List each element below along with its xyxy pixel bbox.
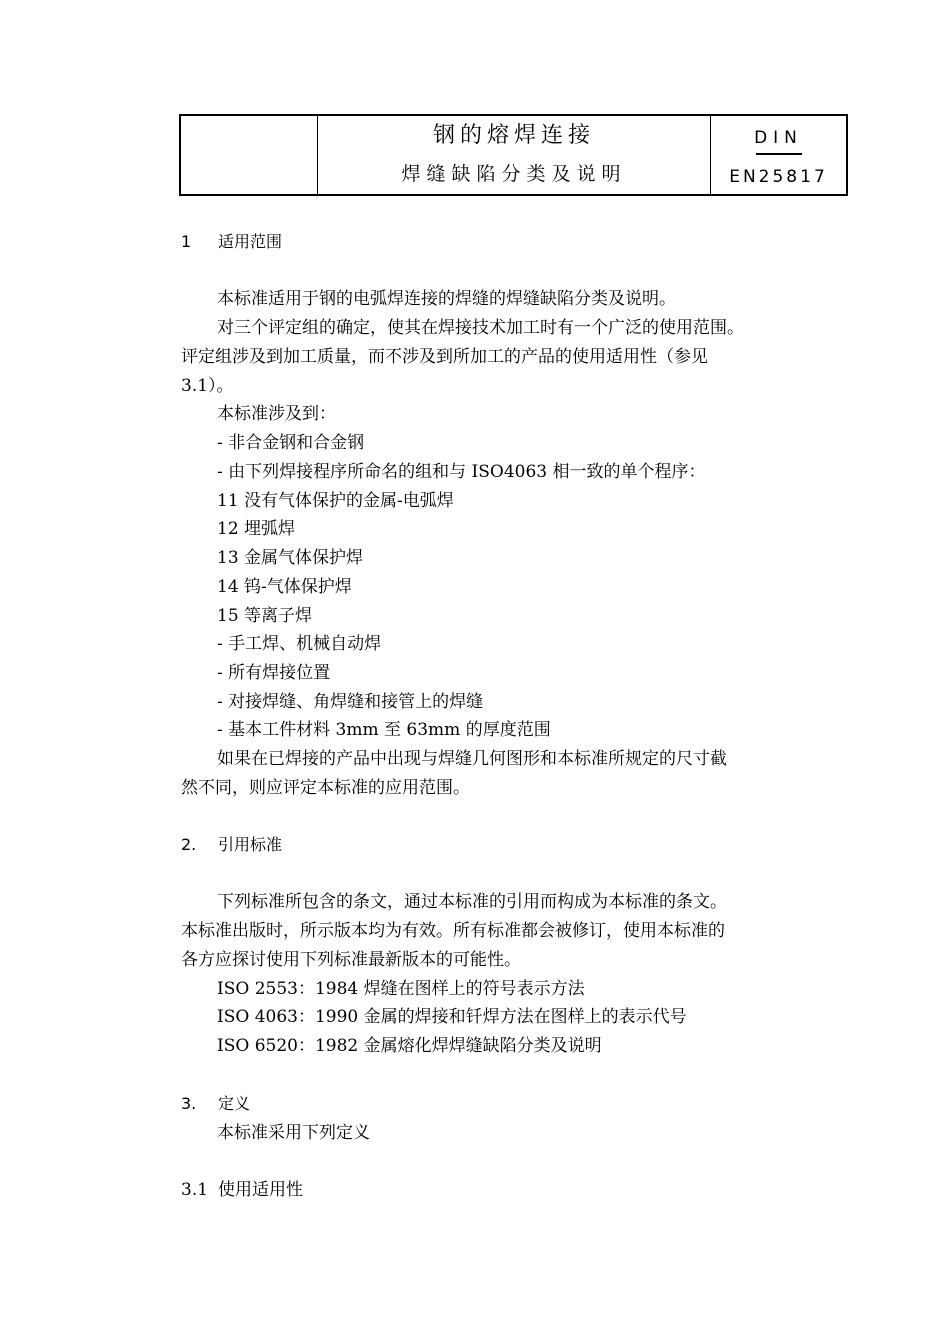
header-standard-cell xyxy=(711,116,846,194)
paragraph-line: 下列标准所包含的条文，通过本标准的引用而构成为本标准的条文。 xyxy=(217,892,727,912)
paragraph-line: 本标准适用于钢的电弧焊连接的焊缝的焊缝缺陷分类及说明。 xyxy=(217,289,676,309)
section-number: 3. xyxy=(181,1094,197,1113)
section-number: 3.1 xyxy=(181,1180,209,1200)
reference-item: ISO 2553：1984 焊缝在图样上的符号表示方法 xyxy=(217,979,585,999)
section-title: 定义 xyxy=(218,1094,251,1113)
list-item: - 手工焊、机械自动焊 xyxy=(217,634,382,654)
section-title: 引用标准 xyxy=(218,835,283,854)
section-title: 适用范围 xyxy=(218,232,283,251)
list-item: - 非合金钢和合金钢 xyxy=(217,433,365,453)
list-item: - 对接焊缝、角焊缝和接管上的焊缝 xyxy=(217,692,484,712)
header-table xyxy=(179,114,848,196)
din-underline xyxy=(756,153,802,155)
list-item: - 基本工件材料 3mm 至 63mm 的厚度范围 xyxy=(217,720,551,740)
reference-item: ISO 4063：1990 金属的焊接和钎焊方法在图样上的表示代号 xyxy=(217,1007,687,1027)
section-heading-3-1 xyxy=(181,1180,303,1200)
section-heading-1 xyxy=(181,232,282,252)
list-item: - 所有焊接位置 xyxy=(217,663,331,683)
document-subtitle: 焊缝缺陷分类及说明 xyxy=(401,163,627,185)
section-heading-3 xyxy=(181,1094,250,1114)
document-title: 钢的熔焊连接 xyxy=(432,123,595,148)
paragraph-line: 本标准采用下列定义 xyxy=(217,1123,370,1143)
paragraph-line: 各方应探讨使用下列标准最新版本的可能性。 xyxy=(181,950,521,970)
list-item: 12 埋弧焊 xyxy=(217,519,296,539)
list-item: 11 没有气体保护的金属-电弧焊 xyxy=(217,491,454,511)
header-title-cell xyxy=(318,116,711,194)
reference-item: ISO 6520：1982 金属熔化焊焊缝缺陷分类及说明 xyxy=(217,1036,602,1056)
paragraph-line: 3.1）。 xyxy=(181,376,234,396)
section-title: 使用适用性 xyxy=(218,1180,303,1200)
paragraph-line: 评定组涉及到加工质量，而不涉及到所加工的产品的使用适用性（参见 xyxy=(181,347,708,367)
paragraph-line: 本标准涉及到： xyxy=(217,404,336,424)
section-heading-2 xyxy=(181,835,282,855)
section-number: 2. xyxy=(181,835,197,854)
standard-number: EN25817 xyxy=(729,167,828,187)
header-logo-cell xyxy=(181,116,318,194)
list-item: - 由下列焊接程序所命名的组和与 ISO4063 相一致的单个程序： xyxy=(217,462,706,482)
paragraph-line: 本标准出版时，所示版本均为有效。所有标准都会被修订，使用本标准的 xyxy=(181,921,725,941)
list-item: 15 等离子焊 xyxy=(217,606,313,626)
paragraph-line: 然不同，则应评定本标准的应用范围。 xyxy=(181,778,470,798)
din-label: DIN xyxy=(754,128,803,148)
list-item: 13 金属气体保护焊 xyxy=(217,548,364,568)
paragraph-line: 对三个评定组的确定，使其在焊接技术加工时有一个广泛的使用范围。 xyxy=(217,318,744,338)
section-number: 1 xyxy=(181,232,192,251)
paragraph-line: 如果在已焊接的产品中出现与焊缝几何图形和本标准所规定的尺寸截 xyxy=(217,749,727,769)
list-item: 14 钨-气体保护焊 xyxy=(217,577,352,597)
